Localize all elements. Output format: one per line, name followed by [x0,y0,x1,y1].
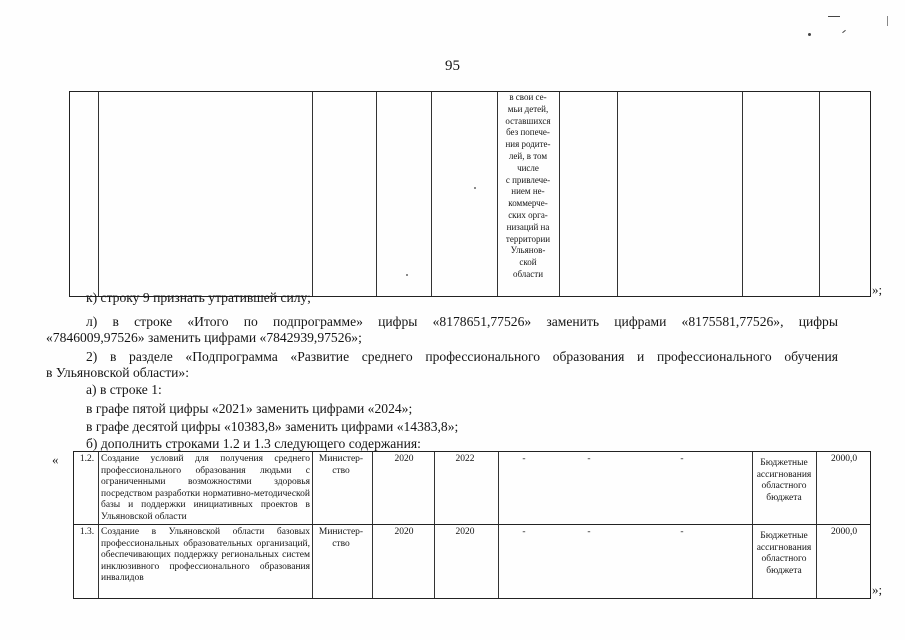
row-year-start: 2020 [394,527,414,537]
row-number: 1.2. [79,454,95,464]
page-number: 95 [445,58,460,74]
paragraph-2-line1: 2) в разделе «Подпрограмма «Развитие среднего профессионального образования и профессионального обучения [86,349,838,364]
scan-mark [887,16,888,26]
table-column-divider [431,92,432,296]
row-dash: - [587,527,591,537]
row-dash: - [587,454,591,464]
paragraph-l-line1: л) в строке «Итого по подпрограмме» цифры «8178651,77526» заменить цифрами «8175581,77526», цифры [86,314,838,329]
table-column-divider [498,525,499,598]
table-column-divider [617,92,618,296]
row-year-end: 2022 [455,454,475,464]
table-column-divider [312,452,313,524]
table-column-divider [819,92,820,296]
continuation-table [69,91,871,297]
row-ministry: Министер-ство [318,454,364,476]
row-funding-source: Бюджетные ассигнования областного бюджета [756,531,812,576]
paragraph-column-ten: в графе десятой цифры «10383,8» заменить цифрами «14383,8»; [86,419,459,434]
scan-speck [474,187,476,189]
paragraph-column-five: в графе пятой цифры «2021» заменить цифрами «2024»; [86,401,413,416]
new-rows-table [73,451,871,599]
table-column-divider [498,452,499,524]
table-row [73,451,871,525]
row-title: Создание условий для получения среднего профессионального образования людьми с ограниченными возможностями здоровья посредством разработки нормативно-методической базы и поддержки инициативных проектов в Ульяновской области [101,454,310,522]
row-dash: - [680,454,684,464]
table-column-divider [752,452,753,524]
table-column-divider [376,92,377,296]
table-column-divider [742,92,743,296]
paragraph-a: а) в строке 1: [86,382,162,397]
row-dash: - [522,454,526,464]
table-column-divider [372,452,373,524]
table-column-divider [98,525,99,598]
wrapped-cell-text: в свои се- мьи детей, оставшихся без попече- ния родите- лей, в том числе с привлече- нием не- коммерче- ских орга- низаций на территории Ульянов- ской области [505,92,551,279]
row-dash: - [522,527,526,537]
paragraph-l-line2: «7846009,97526» заменить цифрами «7842939,97526»; [46,330,362,345]
table-column-divider [98,92,99,296]
row-year-end: 2020 [455,527,475,537]
scan-speck [406,274,408,276]
scan-mark [842,30,846,33]
table-column-divider [559,92,560,296]
row-number: 1.3. [79,527,95,537]
row-amount: 2000,0 [830,527,858,537]
paragraph-2-line2: в Ульяновской области»: [46,365,189,380]
row-amount: 2000,0 [830,454,858,464]
table-closing-mark: »; [872,282,883,297]
row-year-start: 2020 [394,454,414,464]
table-column-divider [372,525,373,598]
paragraph-b: б) дополнить строками 1.2 и 1.3 следующего содержания: [86,436,421,451]
table-column-divider [98,452,99,524]
row-title: Создание в Ульяновской области базовых профессиональных образовательных организаций, обеспечивающих поддержку региональных систем инклюзивного профессионального образования инвалидов [101,527,310,584]
table-closing-mark: »; [872,582,883,597]
scan-mark [808,33,811,36]
scan-mark [828,16,840,17]
table-column-divider [752,525,753,598]
row-funding-source: Бюджетные ассигнования областного бюджета [756,458,812,503]
table-column-divider [312,525,313,598]
table-row [73,524,871,599]
paragraph-k: к) строку 9 признать утратившей силу; [86,290,311,305]
row-ministry: Министер-ство [318,527,364,549]
row-dash: - [680,527,684,537]
table-column-divider [312,92,313,296]
table-opening-quote: « [52,452,59,467]
